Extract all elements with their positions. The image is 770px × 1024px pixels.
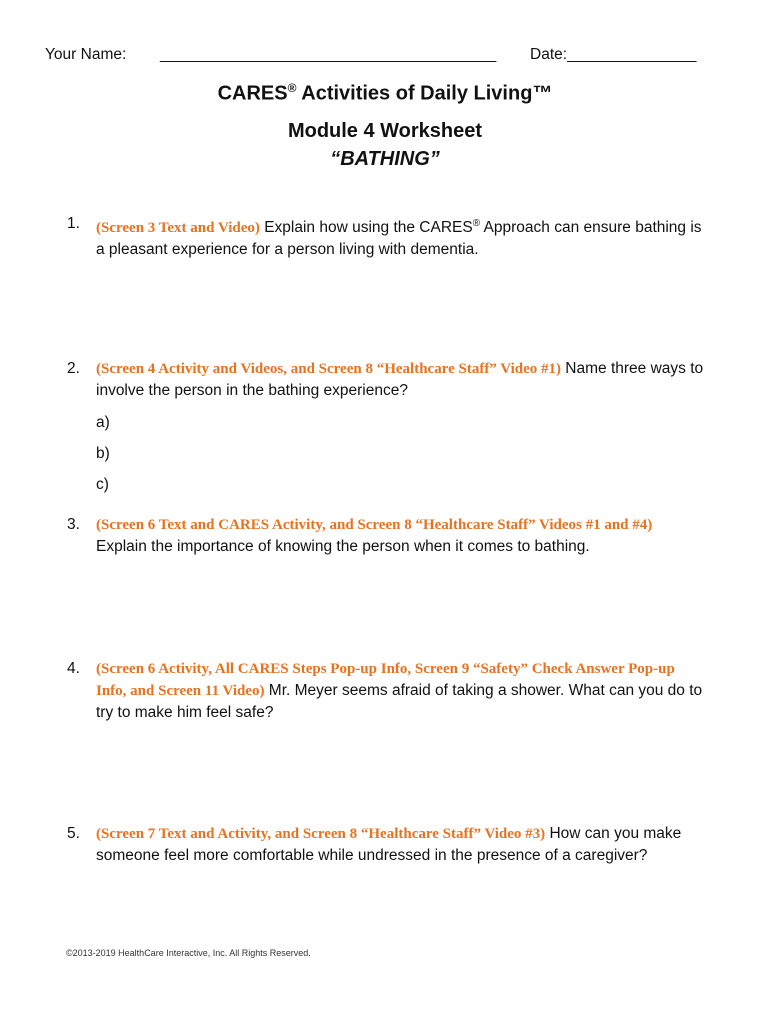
screen-reference: (Screen 3 Text and Video) [96,220,260,237]
your-name-label: Your Name: [45,46,127,63]
page-title [0,81,770,106]
question-2 [67,358,706,401]
answer-label-a: a) [96,414,110,431]
question-5 [67,823,706,866]
registered-mark: ® [287,81,297,95]
module-title: Module 4 Worksheet [287,120,483,142]
question-number: 2. [67,360,80,377]
screen-reference: (Screen 6 Text and CARES Activity, and Screen 8 “Healthcare Staff” Videos #1 and #4) [96,517,653,533]
question-1 [67,213,706,260]
question-number: 3. [67,516,80,533]
question-text: Explain the importance of knowing the person when it comes to bathing. [96,538,590,555]
question-3 [67,514,706,557]
copyright-footer: ©2013-2019 HealthCare Interactive, Inc. All Rights Reserved. [66,948,311,958]
date-line[interactable]: _______________ [567,46,697,63]
screen-reference: (Screen 6 Activity, All CARES Steps Pop-up Info, Screen 9 “Safety” Check Answer Pop-up Info, and Screen 11 Video) [96,661,675,699]
question-text: Mr. Meyer seems afraid of taking a shower. What can you do to try to make him feel safe? [96,682,703,721]
brand-name: CARES [217,82,288,105]
question-text-continued: Approach can ensure bathing is a pleasant experience for a person living with dementia. [96,219,702,259]
question-number: 1. [67,215,80,232]
question-number: 5. [67,825,80,842]
answer-label-b: b) [96,445,110,462]
screen-reference: (Screen 4 Activity and Videos, and Screen 8 “Healthcare Staff” Video #1) [96,361,561,377]
question-text: Explain how using the CARES [259,219,473,237]
date-field[interactable] [530,46,696,64]
answer-label-c: c) [96,476,109,493]
question-text: How can you make someone feel more comfortable while undressed in the presence of a caregiver? [96,825,682,864]
registered-mark: ® [472,218,481,229]
topic-title: “BATHING” [330,148,440,170]
question-number: 4. [67,660,80,677]
date-label: Date: [530,46,568,63]
question-text: Name three ways to involve the person in the bathing experience? [96,360,704,399]
screen-reference: (Screen 7 Text and Activity, and Screen 8 “Healthcare Staff” Video #3) [96,826,546,842]
question-4 [67,658,706,723]
your-name-field[interactable]: _______________________________________ [160,46,497,63]
title-rest: Activities of Daily Living™ [296,82,553,105]
